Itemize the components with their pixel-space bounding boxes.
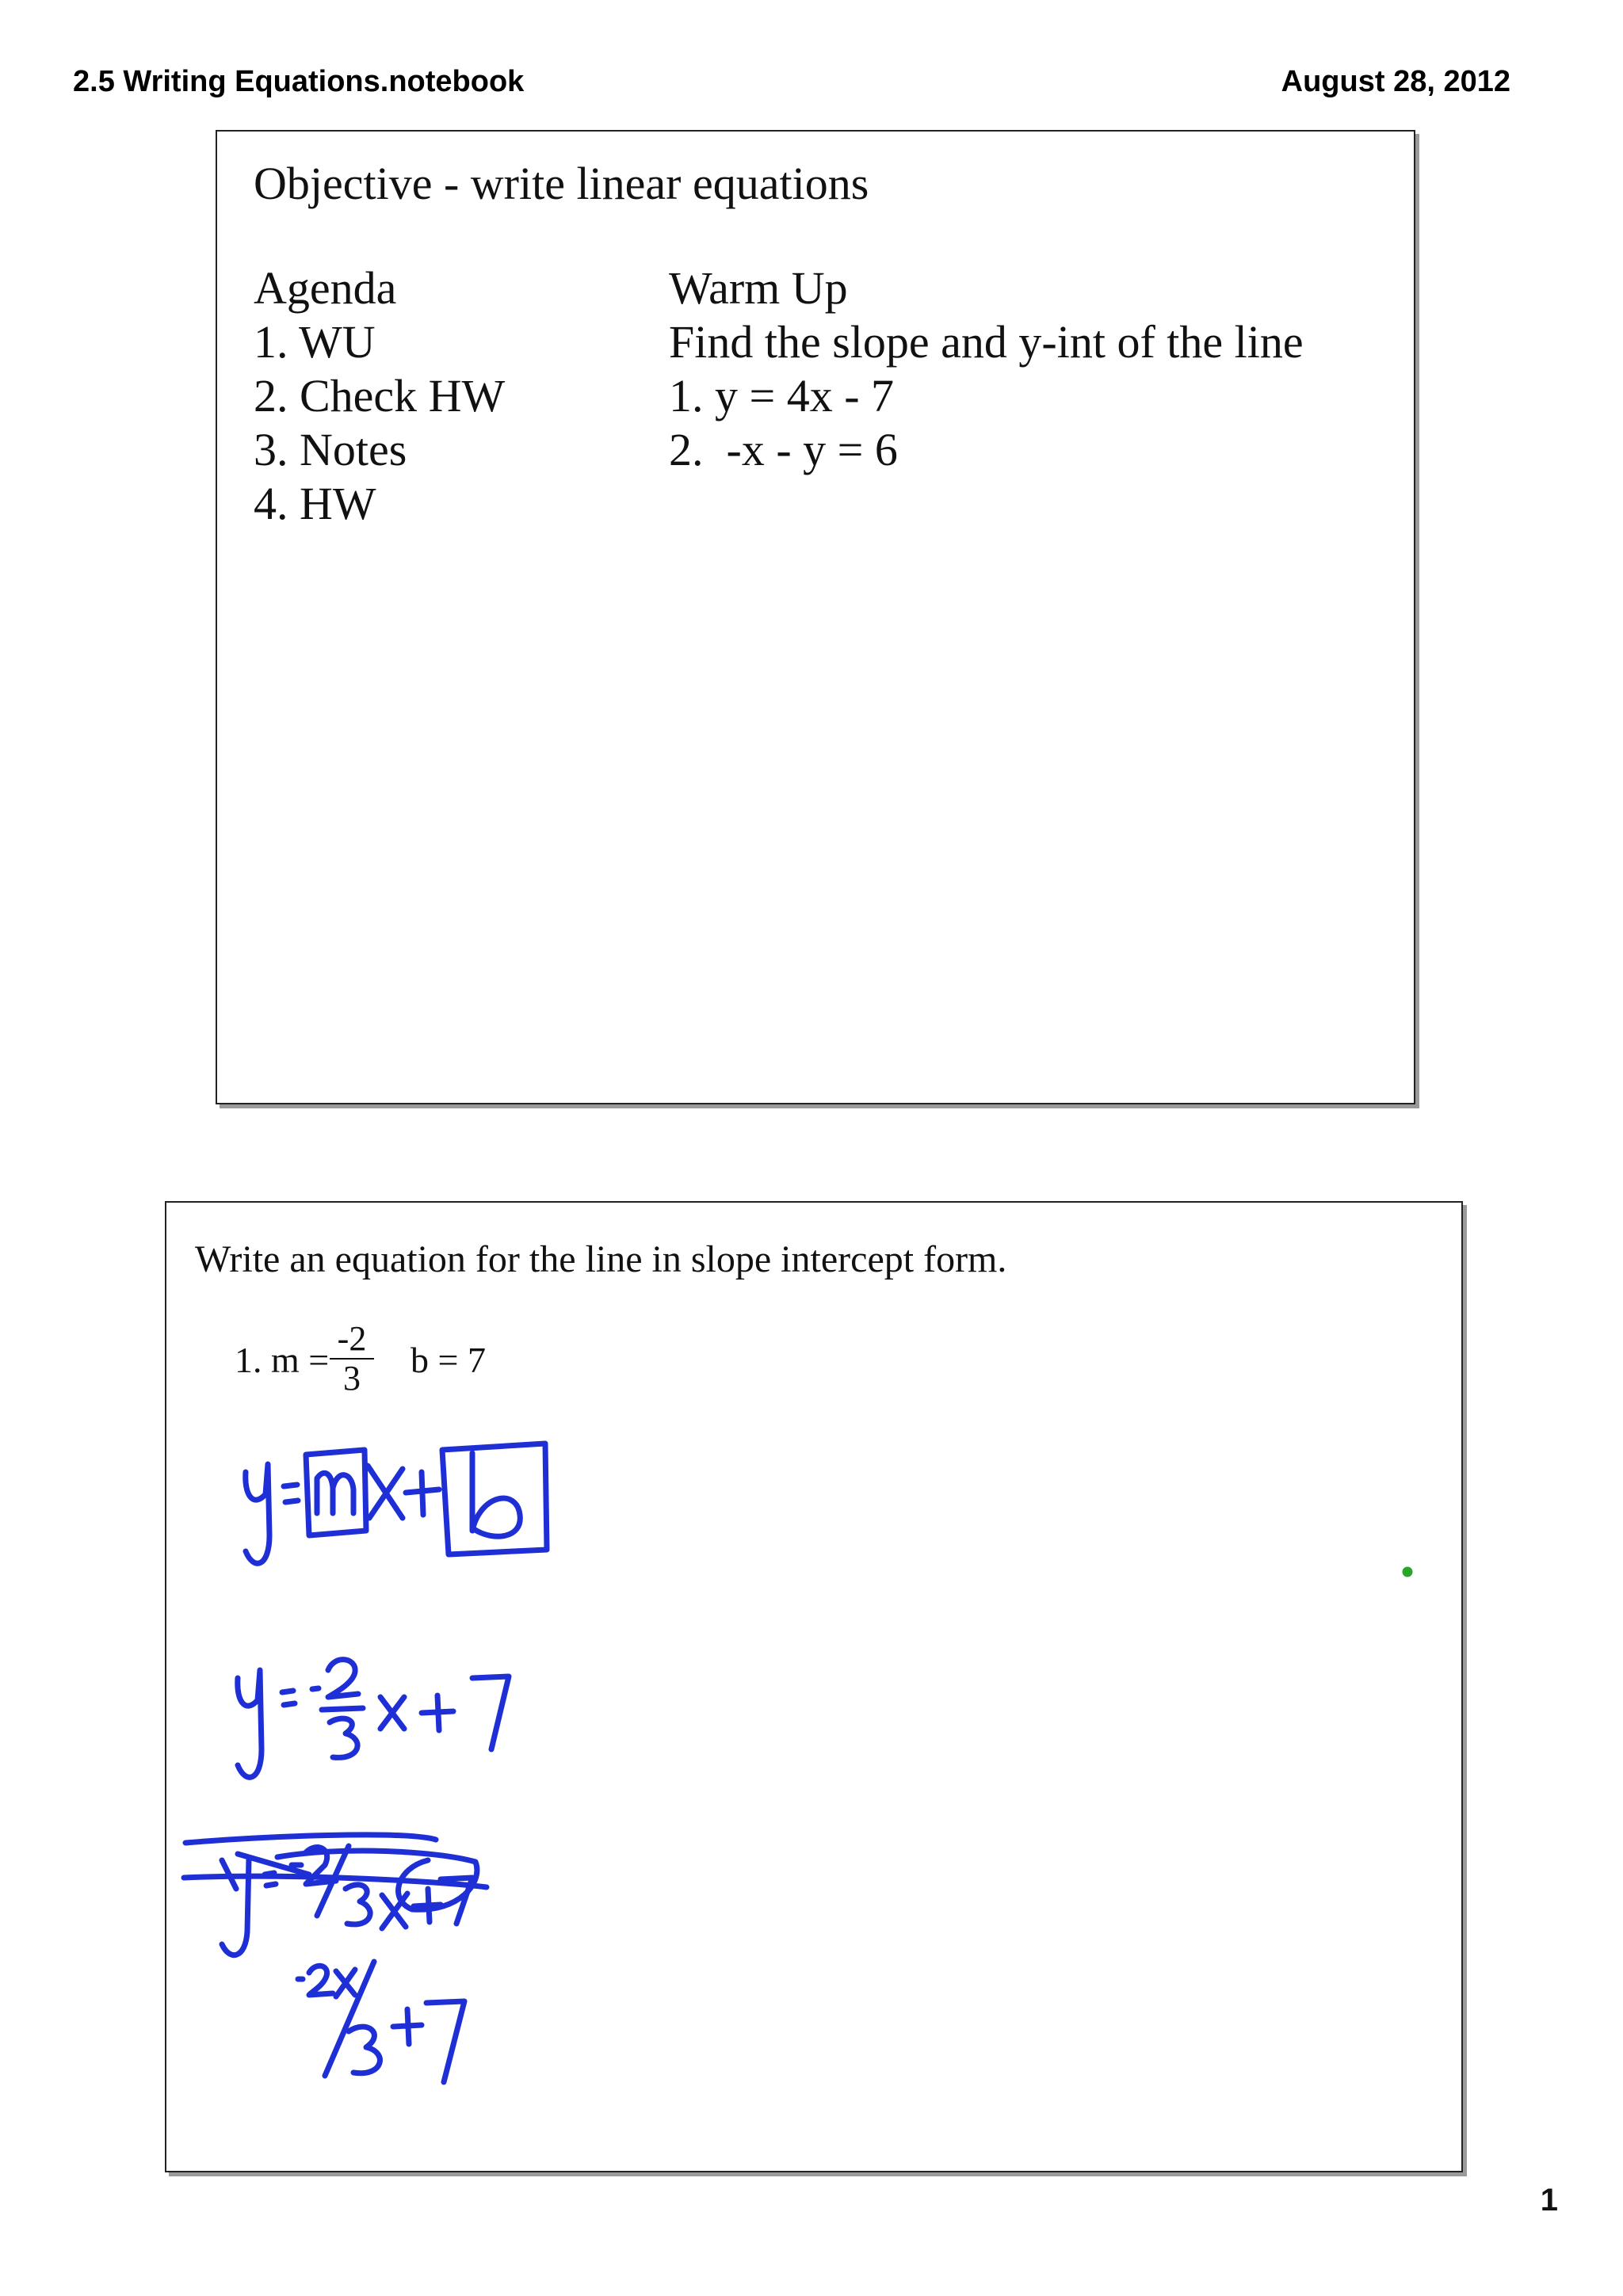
ink-stroke <box>285 1501 298 1502</box>
ink-stroke <box>349 2027 380 2073</box>
ink-stroke <box>282 1691 293 1692</box>
ink-stroke <box>380 1697 404 1729</box>
warm-up-item: 2. -x - y = 6 <box>669 424 898 475</box>
intercept-value: b = 7 <box>411 1340 486 1380</box>
ink-stroke <box>422 1695 453 1730</box>
agenda-item: 1. WU <box>254 316 376 368</box>
handwriting-line-3-crossed <box>184 1835 487 1955</box>
warm-up-heading: Warm Up <box>669 262 848 314</box>
instruction-text: Write an equation for the line in slope intercept form. <box>195 1238 1007 1280</box>
ink-stroke <box>309 1966 333 1995</box>
ink-stroke <box>346 1885 370 1924</box>
ink-stroke <box>322 1708 363 1710</box>
ink-stroke <box>284 1703 295 1705</box>
warm-up-prompt: Find the slope and y-int of the line <box>669 316 1304 368</box>
ink-stroke <box>472 1453 520 1536</box>
ink-stroke <box>426 2001 464 2082</box>
ink-stroke <box>328 1660 358 1697</box>
ink-stroke <box>472 1676 509 1749</box>
agenda-item: 3. Notes <box>254 424 407 475</box>
agenda-item: 4. HW <box>254 478 376 529</box>
ink-stroke <box>368 1466 403 1518</box>
ink-stroke <box>382 1894 407 1928</box>
objective-text: Objective - write linear equations <box>254 158 869 209</box>
agenda-heading: Agenda <box>254 262 397 314</box>
ink-stroke <box>393 2009 422 2044</box>
ink-stroke <box>406 1472 439 1515</box>
problem-prefix: 1. m = <box>235 1340 330 1380</box>
handwriting-line-4 <box>298 1962 464 2082</box>
ink-stroke <box>246 1464 269 1563</box>
handwriting-line-1 <box>246 1444 547 1563</box>
ink-stroke <box>317 1473 353 1513</box>
warm-up-section <box>669 261 1304 477</box>
ink-stroke <box>222 1859 249 1955</box>
ink-stroke <box>185 1835 436 1843</box>
green-ink-dot <box>1403 1568 1411 1576</box>
slope-denominator: 3 <box>343 1359 361 1398</box>
ink-stroke <box>336 1970 355 1997</box>
ink-stroke <box>284 1485 297 1486</box>
document-title: 2.5 Writing Equations.notebook <box>73 65 525 98</box>
slide-objective-agenda <box>216 130 1415 1104</box>
ink-stroke <box>330 1718 357 1757</box>
handwritten-ink <box>166 1203 1461 2171</box>
handwriting-line-2 <box>238 1660 509 1778</box>
document-date: August 28, 2012 <box>1281 65 1510 98</box>
page-number: 1 <box>1540 2183 1558 2218</box>
warm-up-item: 1. y = 4x - 7 <box>669 370 895 421</box>
ink-stroke <box>312 1688 319 1689</box>
agenda-item: 2. Check HW <box>254 370 506 421</box>
slide-write-equation <box>165 1201 1463 2172</box>
agenda-list <box>254 261 505 531</box>
ink-stroke <box>238 1670 262 1777</box>
slope-numerator: -2 <box>337 1319 367 1358</box>
